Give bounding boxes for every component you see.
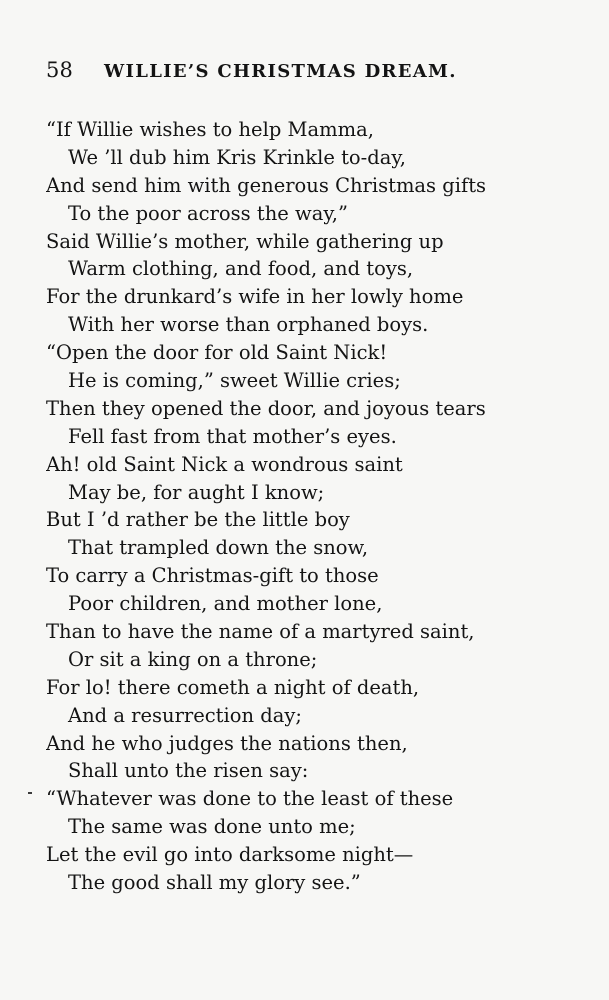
poem-line: Let the evil go into darksome night— [46,843,414,867]
poem-line: Then they opened the door, and joyous tears [46,396,486,420]
poem-line: For lo! there cometh a night of death, [46,675,420,699]
poem-line: “Whatever was done to the least of these [46,787,454,811]
poem-line: “Open the door for old Saint Nick! [46,341,388,365]
poem-line: And a resurrection day; [68,703,302,727]
poem-line: Ah! old Saint Nick a wondrous saint [46,452,403,476]
poem-line: He is coming,” sweet Willie cries; [68,369,401,393]
running-header [46,58,566,92]
running-title: WILLIE’S CHRISTMAS DREAM. [104,61,457,82]
poem-line: But I ’d rather be the little boy [46,508,350,532]
poem-line: “If Willie wishes to help Mamma, [46,118,374,141]
poem-line: With her worse than orphaned boys. [68,313,429,337]
poem-text [46,116,581,897]
poem-line: The same was done unto me; [68,815,356,839]
poem-line: To carry a Christmas-gift to those [46,564,379,588]
poem-line: Poor children, and mother lone, [68,592,383,616]
poem-line: The good shall my glory see.” [68,871,361,895]
page-number: 58 [46,58,74,82]
poem-line: For the drunkard’s wife in her lowly home [46,285,464,309]
poem-line: May be, for aught I know; [68,480,325,504]
margin-mark [28,792,32,794]
poem-line: Shall unto the risen say: [68,759,309,783]
poem-line: To the poor across the way,” [68,201,348,225]
poem-line: That trampled down the snow, [68,536,369,560]
poem-line: Warm clothing, and food, and toys, [68,257,414,281]
poem-line: We ’ll dub him Kris Krinkle to-day, [68,145,406,169]
poem-line: Or sit a king on a throne; [68,647,318,671]
poem-line: Fell fast from that mother’s eyes. [68,424,397,448]
poem-line: Than to have the name of a martyred saint, [46,620,475,644]
poem-line: And send him with generous Christmas gifts [46,173,487,197]
poem-line: And he who judges the nations then, [46,731,408,755]
poem-line: Said Willie’s mother, while gathering up [46,229,444,253]
